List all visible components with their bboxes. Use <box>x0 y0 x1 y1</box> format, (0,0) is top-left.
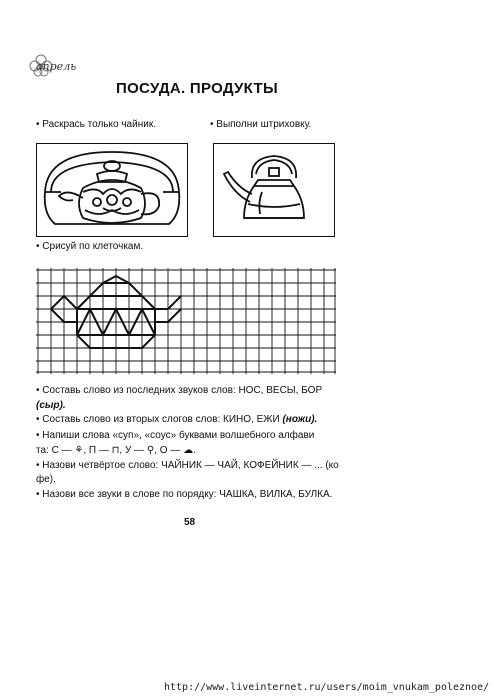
instruction-line-5: та: С — ⚘, П — ⊓, У — ⚲, О — ☁. <box>36 445 196 456</box>
page-number: 58 <box>184 517 196 528</box>
footer-url: http://www.liveinternet.ru/users/moim_vnukam_poleznoe/ <box>164 682 490 693</box>
instruction-line-2: (сыр). <box>36 400 66 411</box>
task-color-teapot: • Раскрась только чайник. <box>36 119 156 130</box>
instruction-line-1: • Составь слово из последних звуков слов: НОС, ВЕСЫ, БОР <box>36 385 323 396</box>
teapot-dome-drawing <box>37 144 187 236</box>
instruction-line-7: фе). <box>36 474 56 485</box>
instruction-line-8: • Назови все звуки в слове по порядку: ЧАШКА, ВИЛКА, БУЛКА. <box>36 489 333 500</box>
task-hatching: • Выполни штриховку. <box>210 119 312 130</box>
page-title: ПОСУДА. ПРОДУКТЫ <box>116 80 278 97</box>
teapot-coloring-frame <box>36 143 188 237</box>
kettle-hatching-frame <box>213 143 335 237</box>
task-draw-by-cells: • Срисуй по клеточкам. <box>36 241 144 252</box>
copy-grid <box>36 268 336 374</box>
month-label: апрель <box>36 60 77 73</box>
instruction-line-4: • Напиши слова «суп», «соус» буквами волшебного алфави <box>36 430 315 441</box>
kettle-drawing <box>214 144 334 236</box>
instruction-line-6: • Назови четвёртое слово: ЧАЙНИК — ЧАЙ, КОФЕЙНИК — ... (ко <box>36 460 339 471</box>
instruction-line-3: • Составь слово из вторых слогов слов: КИНО, ЕЖИ (ножи). <box>36 414 318 425</box>
